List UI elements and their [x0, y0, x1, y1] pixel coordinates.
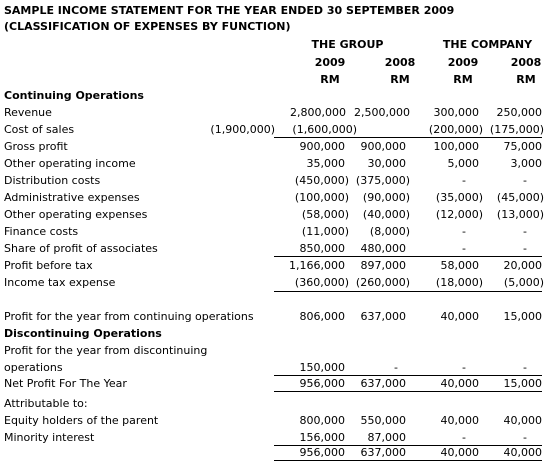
cell-group-2009: (100,000): [294, 191, 349, 204]
net-profit-company-2009: 40,000: [440, 377, 479, 390]
row-label: Finance costs: [4, 225, 79, 238]
cell-group-2009: 1,166,000: [289, 259, 345, 272]
cell-company-2009: 58,000: [440, 259, 479, 272]
year-company-2008: 2008: [510, 56, 542, 69]
profit-discontinuing-group-2008: -: [394, 361, 398, 374]
row-label: Other operating expenses: [4, 208, 148, 221]
row-label: Gross profit: [4, 140, 68, 153]
currency-group-2008: RM: [390, 73, 410, 86]
cell-group-2009: 900,000: [299, 140, 345, 153]
row-label: Administrative expenses: [4, 191, 140, 204]
cell-group-2008: (90,000): [362, 191, 410, 204]
total-group-2009: 956,000: [299, 446, 345, 459]
cell-group-2009: 2,800,000: [290, 106, 346, 119]
net-profit-company-2008: 15,000: [503, 377, 542, 390]
cell-group-2008: (260,000): [355, 276, 410, 289]
cell-group-2009: 35,000: [306, 157, 345, 170]
cell-company-2008: (175,000): [489, 123, 544, 136]
row-label: Cost of sales: [4, 123, 75, 136]
equity-holders-group-2008: 550,000: [360, 414, 406, 427]
cell-group-2008: (1,600,000): [292, 123, 357, 136]
profit-discontinuing-label: Profit for the year from discontinuing: [4, 344, 208, 357]
profit-continuing-group-2008: 637,000: [360, 310, 406, 323]
section-continuing-operations: Continuing Operations: [4, 89, 144, 102]
cell-group-2008: (375,000): [355, 174, 410, 187]
cell-company-2009: (12,000): [435, 208, 483, 221]
profit-continuing-company-2009: 40,000: [440, 310, 479, 323]
cell-company-2009: -: [462, 174, 466, 187]
profit-continuing-label: Profit for the year from continuing operations: [4, 310, 254, 323]
group-header: THE GROUP: [311, 38, 384, 51]
cell-company-2009: (35,000): [435, 191, 483, 204]
cell-company-2008: 3,000: [510, 157, 542, 170]
row-label: Share of profit of associates: [4, 242, 158, 255]
cell-group-2008: 900,000: [360, 140, 406, 153]
row-label: Distribution costs: [4, 174, 101, 187]
cell-company-2008: 250,000: [496, 106, 542, 119]
minority-group-2008: 87,000: [367, 431, 406, 444]
profit-discontinuing-label-cont: operations: [4, 361, 63, 374]
cell-company-2009: -: [462, 225, 466, 238]
cell-group-2009: (58,000): [301, 208, 349, 221]
cell-company-2008: -: [523, 225, 527, 238]
cell-company-2008: 20,000: [503, 259, 542, 272]
cell-company-2009: 5,000: [447, 157, 479, 170]
subtotal-rule: [274, 375, 542, 376]
equity-holders-company-2009: 40,000: [440, 414, 479, 427]
cell-group-2008: 30,000: [367, 157, 406, 170]
row-label: Income tax expense: [4, 276, 116, 289]
cell-company-2008: -: [523, 174, 527, 187]
cell-group-2009: (360,000): [294, 276, 349, 289]
net-profit-group-2009: 956,000: [299, 377, 345, 390]
subtotal-rule: [274, 291, 542, 292]
year-group-2009: 2009: [314, 56, 346, 69]
cell-company-2008: (5,000): [503, 276, 544, 289]
total-company-2008: 40,000: [503, 446, 542, 459]
cell-company-2009: 100,000: [433, 140, 479, 153]
profit-continuing-company-2008: 15,000: [503, 310, 542, 323]
equity-holders-label: Equity holders of the parent: [4, 414, 159, 427]
cell-company-2008: -: [523, 242, 527, 255]
cell-company-2008: (13,000): [496, 208, 544, 221]
cell-company-2009: (18,000): [435, 276, 483, 289]
minority-interest-label: Minority interest: [4, 431, 95, 444]
row-label: Revenue: [4, 106, 52, 119]
company-header: THE COMPANY: [442, 38, 533, 51]
currency-company-2008: RM: [516, 73, 536, 86]
subtotal-rule: [274, 256, 542, 257]
currency-group-2009: RM: [320, 73, 340, 86]
double-rule: [274, 460, 542, 461]
currency-company-2009: RM: [453, 73, 473, 86]
row-label: Profit before tax: [4, 259, 93, 272]
cell-group-2008: 897,000: [360, 259, 406, 272]
net-profit-label: Net Profit For The Year: [4, 377, 127, 390]
total-rule: [274, 391, 542, 392]
attributable-label: Attributable to:: [4, 397, 88, 410]
subtotal-rule: [274, 137, 542, 138]
net-profit-group-2008: 637,000: [360, 377, 406, 390]
cell-group-2009: (1,900,000): [210, 123, 275, 136]
section-discontinuing-operations: Discontinuing Operations: [4, 327, 162, 340]
cell-group-2009: (450,000): [294, 174, 349, 187]
equity-holders-company-2008: 40,000: [503, 414, 542, 427]
total-group-2008: 637,000: [360, 446, 406, 459]
profit-discontinuing-group-2009: 150,000: [299, 361, 345, 374]
cell-group-2008: (8,000): [369, 225, 410, 238]
row-label: Other operating income: [4, 157, 136, 170]
year-company-2009: 2009: [447, 56, 479, 69]
cell-group-2009: (11,000): [301, 225, 349, 238]
cell-company-2009: (200,000): [428, 123, 483, 136]
cell-company-2009: 300,000: [433, 106, 479, 119]
cell-company-2008: 75,000: [503, 140, 542, 153]
statement-title: SAMPLE INCOME STATEMENT FOR THE YEAR ENDED 30 SEPTEMBER 2009: [4, 4, 455, 17]
minority-company-2008: -: [523, 431, 527, 444]
cell-company-2009: -: [462, 242, 466, 255]
profit-discontinuing-company-2008: -: [523, 361, 527, 374]
cell-group-2008: 480,000: [360, 242, 406, 255]
profit-discontinuing-company-2009: -: [462, 361, 466, 374]
total-company-2009: 40,000: [440, 446, 479, 459]
cell-company-2008: (45,000): [496, 191, 544, 204]
profit-continuing-group-2009: 806,000: [299, 310, 345, 323]
minority-company-2009: -: [462, 431, 466, 444]
cell-group-2008: (40,000): [362, 208, 410, 221]
statement-subtitle: (CLASSIFICATION OF EXPENSES BY FUNCTION): [4, 20, 291, 33]
equity-holders-group-2009: 800,000: [299, 414, 345, 427]
minority-group-2009: 156,000: [299, 431, 345, 444]
cell-group-2008: 2,500,000: [354, 106, 410, 119]
cell-group-2009: 850,000: [299, 242, 345, 255]
year-group-2008: 2008: [384, 56, 416, 69]
